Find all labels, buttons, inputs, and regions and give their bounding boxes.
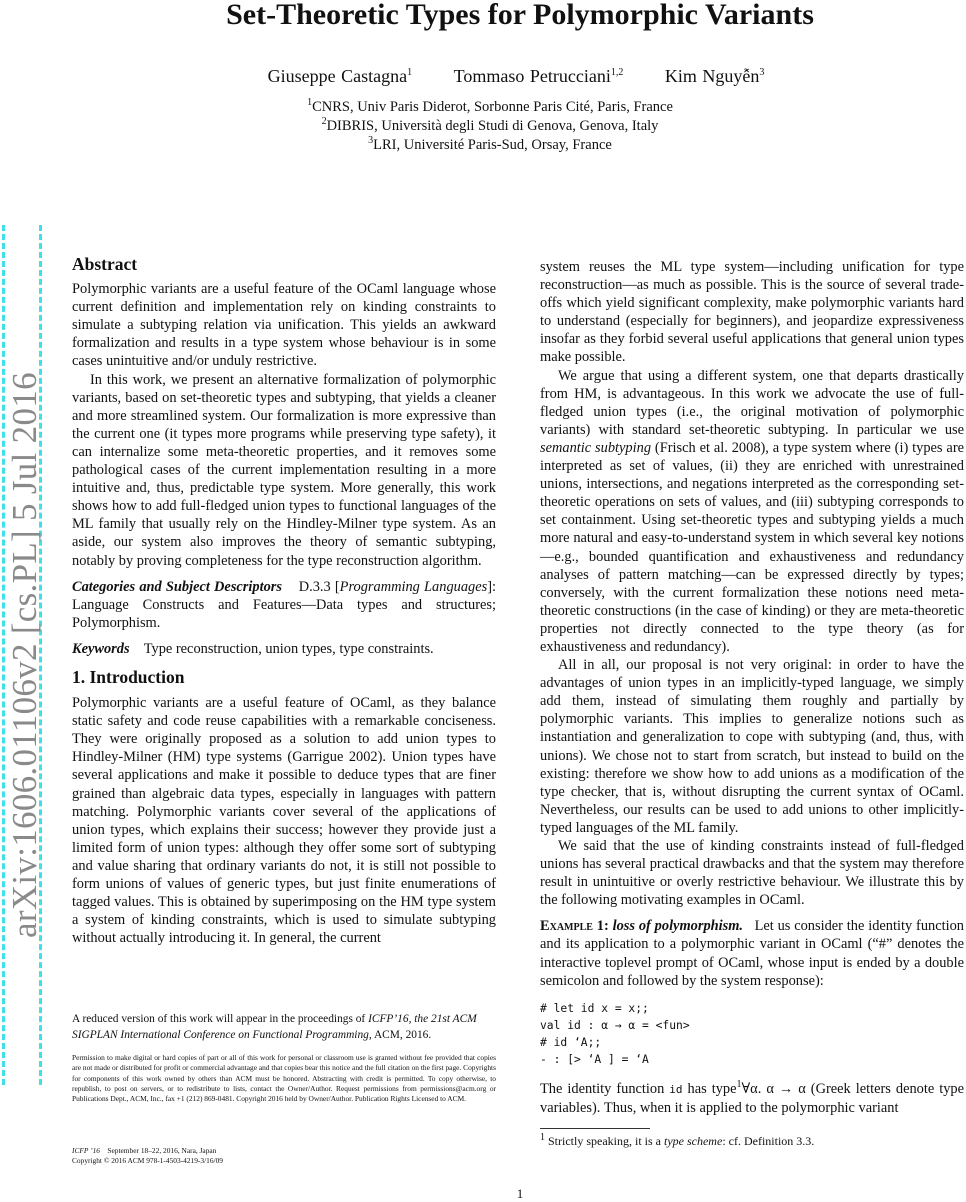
right-column: [540, 258, 964, 1117]
categories: Categories and Subject Descriptors D.3.3 [Programming Languages]: Language Constructs and Features—Data types and structures; Polymorphism.: [72, 578, 497, 631]
body-paragraph: All in all, our proposal is not very original: in order to have the advantages of union types in an implicitly-typed language, we simply add them, instead of simulating them roughly and partially by polymorphic variants. This implies to generalize notions such as instantiation and generalization to cope with subtyping (and, thus, with unions). We chose not to start from scratch, but instead to build on the existing: therefore we show how to add unions as a modification of the type checker, that is, without disrupting the current syntax of OCaml. Nevertheless, our results can be used to add unions to other implicitly-typed languages of the ML family.: [540, 657, 964, 836]
paper-title: Set-Theoretic Types for Polymorphic Variants: [226, 0, 814, 31]
affiliation: $^3$LRI, Université Paris-Sud, Orsay, France: [368, 135, 612, 153]
footnote-rule: [540, 1128, 650, 1129]
reduced-version-note: A reduced version of this work will appear in the proceedings of ICFP’16, the 21st ACM SIGPLAN International Conference on Functional Programming, ACM, 2016.: [72, 1013, 477, 1041]
abstract-heading: Abstract: [72, 254, 138, 274]
body-paragraph: The identity function id has type$^1$∀α. α → α (Greek letters denote type variables). Thus, when it is applied to the polymorphic variant: [540, 1078, 965, 1116]
left-column: [72, 255, 496, 947]
abstract-paragraph: In this work, we present an alternative formalization of polymorphic variants, based on set-theoretic types and subtyping, that yields a cleaner and more streamlined system. Our formalization is more expressive than the current one (it types more programs while preserving type safety), it can internalize some meta-theoretic properties, and it removes some pathological cases of the current implementation resulting in a more intuitive and, thus, predictable type system. More generally, this work shows how to add full-fledged union types to functional languages of the ML family that usually rely on the Hindley-Milner type system. As an aside, our system also improves the theory of semantic subtyping, notably by proving completeness for the type reconstruction algorithm.: [72, 371, 496, 569]
affiliation-list: [0, 98, 966, 155]
arxiv-watermark: arXiv:1606.01106v2 [cs.PL] 5 Jul 2016: [2, 225, 42, 1085]
intro-paragraph: Polymorphic variants are a useful feature of OCaml, as they balance static safety and code reuse capabilities with a remarkable conciseness. They were originally proposed as a solution to add union types to Hindley-Milner (HM) type systems (Garrigue 2002). Union types have several applications and make it possible to deduce types that are finer grained than algebraic data types, especially in languages with pattern matching. Polymorphic variants cover several of the applications of union types, which explains their success; however they provide just a limited form of union types: although they offer some sort of subtyping and value sharing that ordinary variants do not, it is still not possible to form unions of values of generic types, but just finite enumerations of tagged values. This is obtained by superimposing on the HM type system a system of kinding constraints, which is used to simulate subtyping without actually introducing it. In general, the current: [72, 695, 496, 947]
permission-notice: Permission to make digital or hard copies of part or all of this work for personal or classroom use is granted without fee provided that copies are not made or distributed for profit or commercial advantage and that copies bear this notice and the full citation on the first page. Copyrights for components of this work owned by others than ACM must be honored. Abstracting with credit is permitted. To copy otherwise, to republish, to post on servers, or to redistribute to lists, contact the Owner/Author. Request permissions from permissions@acm.org or Publications Dept., ACM, Inc., fax +1 (212) 869-0481. Copyright 2016 held by Owner/Author. Publication Rights Licensed to ACM.: [72, 1053, 496, 1104]
author: Giuseppe Castagna$^1$: [267, 66, 413, 86]
author-list: [0, 66, 966, 87]
introduction-heading: 1. Introduction: [72, 666, 185, 687]
keywords: Keywords Type reconstruction, union types, type constraints.: [72, 640, 434, 657]
footnote: $^1$ Strictly speaking, it is a type scheme: cf. Definition 3.3.: [540, 1132, 815, 1148]
body-paragraph: We argue that using a different system, one that departs drastically from HM, is advantageous. In this work we advocate the use of full-fledged union types (i.e., the original motivation of polymorphic variants) with standard set-theoretic subtyping. In particular we use semantic subtyping (Frisch et al. 2008), a type system where (i) types are interpreted as set of values, (ii) they are enriched with unrestrained unions, intersections, and negations interpreted as the corresponding set-theoretic operations on sets of values, and (iii) subtyping corresponds to set containment. Using set-theoretic types and subtyping yields a much more natural and easy-to-understand system in which several key notions—e.g., bounded quantification and exhaustiveness and redundancy analyses of pattern matching—can be expressed directly by types; conversely, with the current formalization these notions need meta-theoretic constructions (in the case of kinding) or they are meta-theoretic properties not directly connected to the type theory (as for exhaustiveness and redundancy).: [540, 367, 964, 655]
author: Tommaso Petrucciani$^{1,2}$: [453, 66, 624, 86]
abstract-paragraph: Polymorphic variants are a useful feature of the OCaml language whose current definition and implementation rely on kinding constraints to simulate a subtyping relation via unification. This yields an awkward formalization and results in a type system whose behaviour is in some cases unintuitive and/or unduly restrictive.: [72, 281, 496, 370]
affiliation: $^1$CNRS, Univ Paris Diderot, Sorbonne Paris Cité, Paris, France: [307, 97, 673, 115]
author: Kim Nguyễn$^3$: [664, 66, 765, 86]
affiliation: $^2$DIBRIS, Università degli Studi di Genova, Genova, Italy: [321, 116, 659, 134]
page-number: 1: [516, 1186, 524, 1201]
body-paragraph: system reuses the ML type system—including unification for type reconstruction—as much as possible. This is the source of several trade-offs which yield significant complexity, make polymorphic variants hard to understand (especially for beginners), and jeopardize expressiveness insofar as they forbid several useful applications that general union types make possible.: [540, 259, 964, 366]
conference-info: ICFP ’16 September 18–22, 2016, Nara, Japan Copyright © 2016 ACM 978-1-4503-4219-3/16/09: [72, 1146, 223, 1165]
code-listing: # let id x = x;; val id : α → α = <fun> # id ‘A;; - : [> ‘A ] = ‘A: [540, 1001, 690, 1066]
example-paragraph: Example 1: loss of polymorphism. Let us consider the identity function and its application to a polymorphic variant in OCaml (“#” denotes the interactive toplevel prompt of OCaml, whose input is ended by a double semicolon and followed by the system response):: [540, 918, 964, 989]
body-paragraph: We said that the use of kinding constraints instead of full-fledged unions has several practical drawbacks and that the system may therefore result in unintuitive or overly restrictive behaviour. We illustrate this by the following motivating examples in OCaml.: [540, 838, 964, 909]
